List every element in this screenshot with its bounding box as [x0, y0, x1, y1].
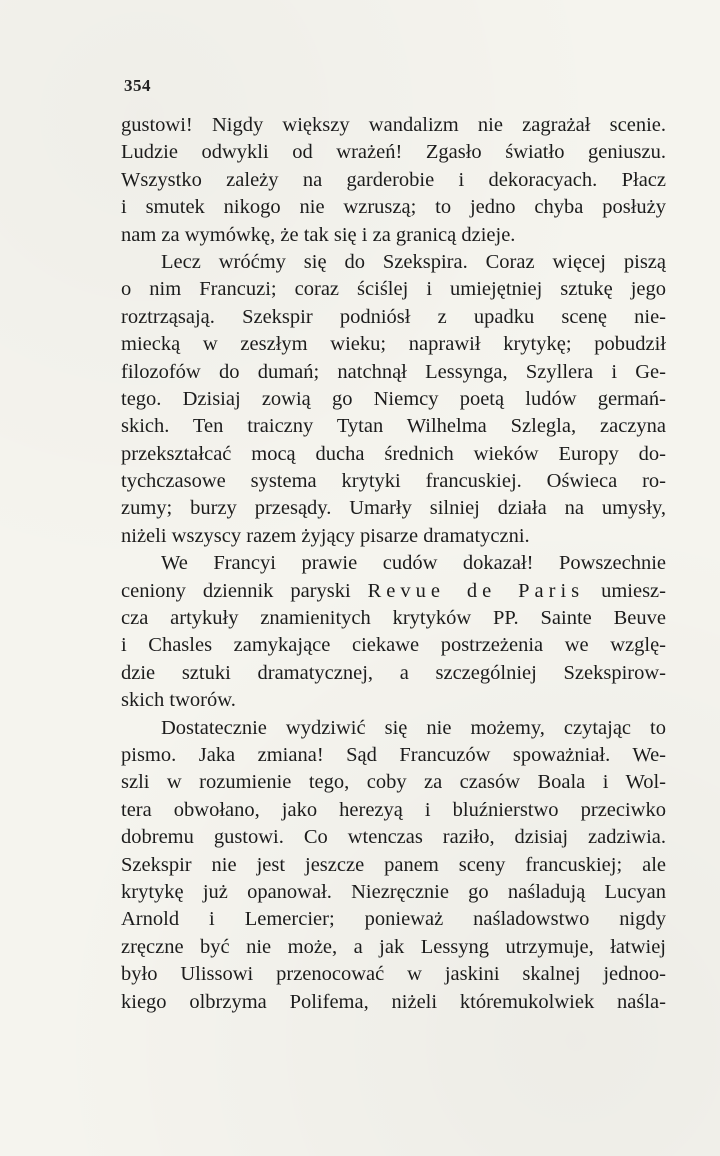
text-fragment: ceniony dziennik paryski — [121, 579, 351, 602]
text-line: We Francyi prawie cudów dokazał! Powszechnie — [161, 552, 666, 575]
text-line: przekształcać mocą ducha średnich wieków Europy do- — [121, 442, 666, 465]
text-line: skich. Ten traiczny Tytan Wilhelma Szlegla, zaczyna — [121, 415, 666, 438]
text-line: zumy; burzy przesądy. Umarły silniej działa na umysły, — [121, 497, 666, 520]
text-line: o nim Francuzi; coraz ściślej i umiejętniej sztukę jego — [121, 278, 666, 301]
text-line: Szekspir nie jest jeszcze panem sceny francuskiej; ale — [121, 853, 666, 876]
text-line: tera obwołano, jako herezyą i bluźnierstwo przeciwko — [121, 798, 666, 821]
text-line: Wszystko zależy na garderobie i dekoracyach. Płacz — [121, 168, 666, 191]
text-line: i Chasles zamykające ciekawe postrzeżenia we wzglę- — [121, 634, 666, 657]
text-line: Arnold i Lemercier; ponieważ naśladowstwo nigdy — [121, 908, 666, 931]
text-line: szli w rozumienie tego, coby za czasów Boala i Wol- — [121, 771, 666, 794]
text-line: gustowi! Nigdy większy wandalizm nie zagrażał scenie. — [121, 114, 666, 136]
text-line: skich tworów. — [121, 689, 236, 712]
text-line: tychczasowe systema krytyki francuskiej. Oświeca ro- — [121, 470, 666, 493]
text-line: kiego olbrzyma Polifema, niżeli któremukolwiek naśla- — [121, 990, 666, 1013]
page-number: 354 — [124, 76, 151, 95]
journal-title: Revue de Paris — [367, 579, 585, 602]
text-line: pismo. Jaka zmiana! Sąd Francuzów spoważniał. We- — [121, 743, 666, 766]
text-line: tego. Dzisiaj zowią go Niemcy poetą ludów germań- — [121, 387, 666, 410]
text-line: Lecz wróćmy się do Szekspira. Coraz więcej piszą — [161, 250, 666, 273]
text-line-mixed — [121, 578, 666, 605]
text-line: Ludzie odwykli od wrażeń! Zgasło światło geniuszu. — [121, 141, 666, 164]
text-line: cza artykuły znamienitych krytyków PP. Sainte Beuve — [121, 607, 666, 630]
text-line: miecką w zeszłym wieku; naprawił krytykę; pobudził — [121, 333, 666, 356]
text-line: filozofów do dumań; natchnął Lessynga, Szyllera i Ge- — [121, 360, 666, 383]
text-line: niżeli wszyscy razem żyjący pisarze dramatyczni. — [121, 524, 530, 547]
text-line: krytykę już opanował. Niezręcznie go naśladują Lucyan — [121, 880, 666, 903]
text-line: dzie sztuki dramatycznej, a szczególniej Szekspirow- — [121, 661, 666, 684]
text-line: dobremu gustowi. Co wtenczas raziło, dzisiaj zadziwia. — [121, 826, 666, 849]
text-line: roztrząsają. Szekspir podniósł z upadku scenę nie- — [121, 305, 666, 328]
text-line: i smutek nikogo nie wzruszą; to jedno chyba posłuży — [121, 196, 666, 219]
text-body — [121, 112, 666, 1016]
text-fragment: umiesz- — [601, 579, 666, 602]
text-line: nam za wymówkę, że tak się i za granicą dzieje. — [121, 223, 516, 246]
text-line: Dostatecznie wydziwić się nie możemy, czytając to — [161, 716, 666, 739]
text-line: zręczne być nie może, a jak Lessyng utrzymuje, łatwiej — [121, 935, 666, 958]
text-line: było Ulissowi przenocować w jaskini skalnej jednoo- — [121, 963, 666, 986]
